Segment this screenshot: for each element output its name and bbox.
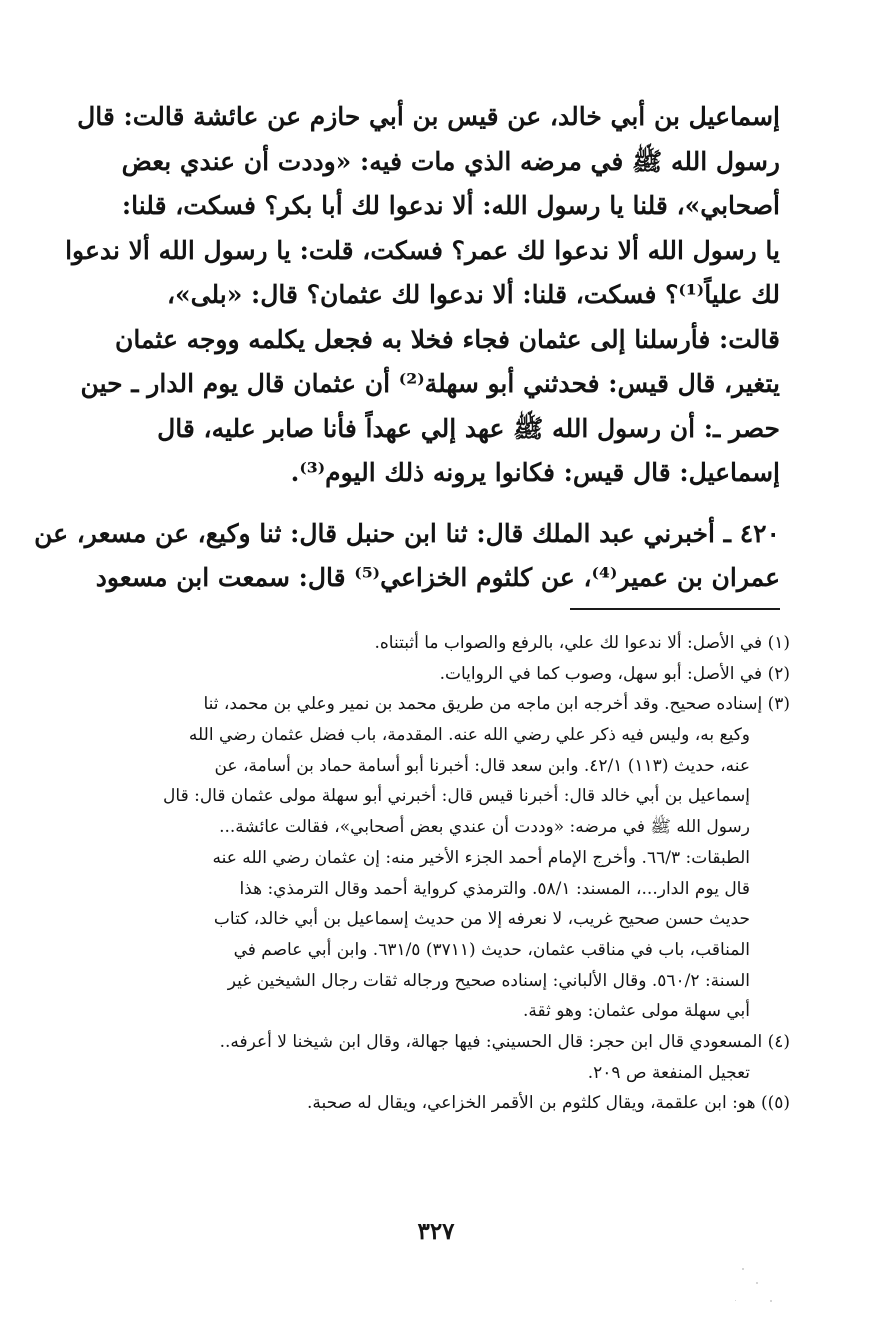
main-text-line: إسماعيل بن أبي خالد، عن قيس بن أبي حازم عن عائشة قالت: قال <box>77 102 780 131</box>
footnote-3-cont: المناقب، باب في مناقب عثمان، حديث (٣٧١١) ٦٣١/٥. وابن أبي عاصم في <box>233 939 750 960</box>
scan-speck <box>756 1282 758 1284</box>
main-text-line: يتغير، قال قيس: فحدثني أبو سهلة⁽²⁾ أن عثمان قال يوم الدار ـ حين <box>80 369 780 398</box>
page-number: ٣٢٧ <box>417 1218 455 1245</box>
footnote-2: (٢) في الأصل: أبو سهل، وصوب كما في الروايات. <box>439 663 790 684</box>
footnote-1: (١) في الأصل: ألا ندعوا لك علي، بالرفع والصواب ما أثبتناه. <box>374 633 790 653</box>
footnote-3-cont: أبي سهلة مولى عثمان: وهو ثقة. <box>522 1001 750 1022</box>
footnote-separator <box>570 608 780 610</box>
main-text-line: إسماعيل: قال قيس: فكانوا يرونه ذلك اليوم⁽³⁾. <box>290 458 780 487</box>
main-text-line: لك علياً⁽¹⁾؟ فسكت، قلنا: ألا ندعوا لك عثمان؟ قال: «بلى»، <box>166 280 780 309</box>
main-text-line: قالت: فأرسلنا إلى عثمان فجاء فخلا به فجعل يكلمه ووجه عثمان <box>114 324 780 354</box>
main-text-line: حصر ـ: أن رسول الله ﷺ عهد إلي عهداً فأنا صابر عليه، قال <box>157 413 780 443</box>
hadith-420-line: عمران بن عمير⁽⁴⁾، عن كلثوم الخزاعي⁽⁵⁾ قال: سمعت ابن مسعود <box>95 563 780 592</box>
footnote-3-cont: قال يوم الدار...، المسند: ٥٨/١. والترمذي كرواية أحمد وقال الترمذي: هذا <box>239 878 750 899</box>
footnote-3-cont: حديث حسن صحيح غريب، لا نعرفه إلا من حديث إسماعيل بن أبي خالد، كتاب <box>213 909 750 930</box>
footnote-3-cont: رسول الله ﷺ في مرضه: «وددت أن عندي بعض أصحابي»، فقالت عائشة... <box>219 817 750 838</box>
main-text-block <box>34 95 780 601</box>
footnote-4: (٤) المسعودي قال ابن حجر: قال الحسيني: فيها جهالة، وقال ابن شيخنا لا أعرفه.. <box>219 1031 790 1052</box>
main-text-line: أصحابي»، قلنا يا رسول الله: ألا ندعوا لك أبا بكر؟ فسكت، قلنا: <box>121 191 780 220</box>
footnotes-block <box>156 628 790 1119</box>
hadith-420-line: ٤٢٠ ـ أخبرني عبد الملك قال: ثنا ابن حنبل قال: ثنا وكيع، عن مسعر، عن <box>34 518 780 548</box>
footnote-3: (٣) إسناده صحيح. وقد أخرجه ابن ماجه من طريق محمد بن نمير وعلي بن محمد، ثنا <box>203 694 790 715</box>
footnote-5: (٥)) هو: ابن علقمة، ويقال كلثوم بن الأقمر الخزاعي، ويقال له صحبة. <box>306 1093 790 1114</box>
footnote-3-cont: وكيع به، وليس فيه ذكر علي رضي الله عنه. المقدمة، باب فضل عثمان رضي الله <box>188 725 750 746</box>
footnote-3-cont: الطبقات: ٦٦/٣. وأخرج الإمام أحمد الجزء الأخير منه: إن عثمان رضي الله عنه <box>212 847 750 868</box>
main-text-line: رسول الله ﷺ في مرضه الذي مات فيه: «وددت أن عندي بعض <box>121 146 780 176</box>
scan-speck <box>770 1300 772 1302</box>
footnote-3-cont: عنه، حديث (١١٣) ٤٢/١. وابن سعد قال: أخبرنا أبو أسامة حماد بن أسامة، عن <box>214 755 750 776</box>
scan-speck <box>735 1300 736 1301</box>
paragraph-gap <box>156 496 780 512</box>
scan-speck <box>742 1268 744 1270</box>
footnote-3-cont: إسماعيل بن أبي خالد قال: أخبرنا قيس قال: أخبرني أبو سهلة مولى عثمان قال: قال <box>163 786 750 807</box>
footnote-3-cont: السنة: ٥٦٠/٢. وقال الألباني: إسناده صحيح ورجاله ثقات رجال الشيخين غير <box>227 970 750 991</box>
main-text-line: يا رسول الله ألا ندعوا لك عمر؟ فسكت، قلت: يا رسول الله ألا ندعوا <box>65 235 780 265</box>
footnote-4-cont: تعجيل المنفعة ص ٢٠٩. <box>587 1062 750 1083</box>
